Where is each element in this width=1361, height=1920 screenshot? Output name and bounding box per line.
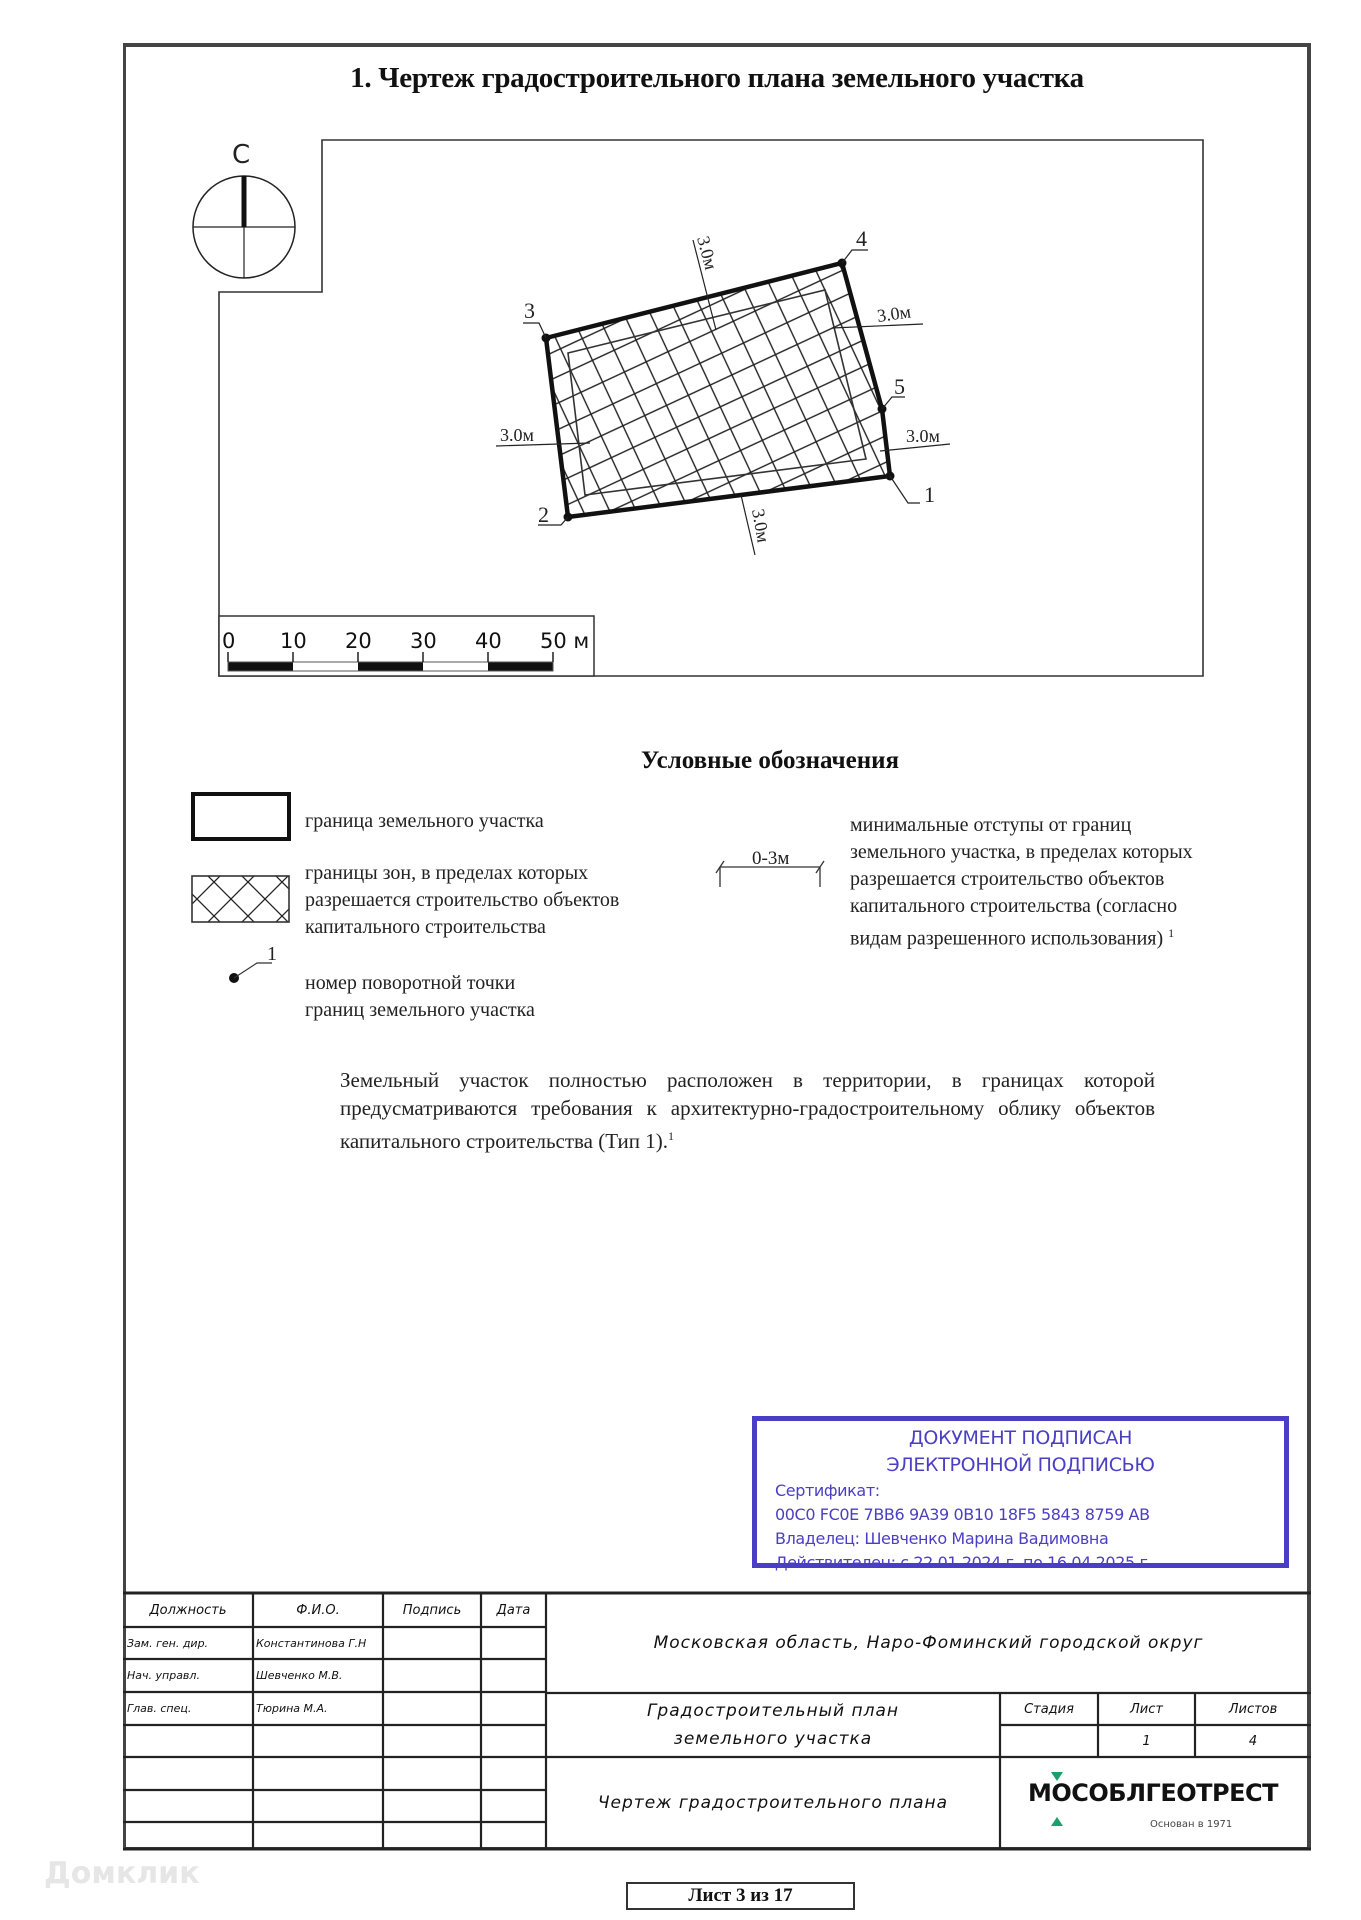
scale-tick-20: 20 (345, 629, 372, 653)
legend-item-parcel-boundary: граница земельного участка (305, 810, 544, 832)
setback-label-southeast: 3.0м (906, 426, 940, 446)
stage-label: Стадия (1024, 1701, 1074, 1717)
point-label-3: 3 (524, 298, 535, 323)
zone-note: Земельный участок полностью расположен в территории, в границах которой предусматриваются требования к архитектурно-градостроительному облику объектов капитального строительства (Тип 1).$^1$ (340, 1068, 1155, 1153)
legend-item-setbacks: минимальные отступы от границ земельного участка, в пределах которых разрешается строительство объектов капитального строительства (согласно видам разрешенного использования) $^1$ (850, 814, 1193, 950)
point-label-2: 2 (538, 502, 549, 527)
point-label-5: 5 (894, 374, 905, 399)
scale-tick-50: 50 м (540, 629, 590, 653)
scale-tick-10: 10 (280, 629, 307, 653)
location-text: Московская область, Наро-Фоминский городской округ (653, 1633, 1204, 1653)
document-name: Градостроительный план земельного участка (646, 1701, 900, 1749)
setback-label-west: 3.0м (500, 425, 534, 445)
parcel-boundary-symbol (193, 794, 289, 839)
hatch-zone-symbol (192, 876, 289, 922)
setback-label-east: 3.0м (875, 301, 913, 326)
setback-label-south: 3.0м (748, 507, 774, 545)
scale-tick-40: 40 (475, 629, 502, 653)
point-label-1: 1 (924, 482, 935, 507)
watermark-logo: Домклик (44, 1856, 200, 1891)
drawing-name: Чертеж градостроительного плана (597, 1793, 949, 1813)
row-3-position: Глав. спец. (127, 1702, 192, 1715)
setback-symbol (710, 850, 840, 900)
stage-value (1000, 1725, 1098, 1757)
row-1-name: Константинова Г.Н (256, 1636, 367, 1650)
svg-text:0-3м: 0-3м (752, 850, 790, 869)
company-logo (1000, 1757, 1310, 1848)
row-2-position: Нач. управл. (127, 1669, 200, 1682)
header-date: Дата (496, 1602, 531, 1618)
legend-title: Условные обозначения (640, 747, 900, 774)
row-1-position: Зам. ген. дир. (127, 1636, 209, 1650)
legend-item-turning-point: номер поворотной точки границ земельного участка (305, 972, 535, 1021)
company-founded: Основан в 1971 (1150, 1819, 1233, 1830)
page-counter: Лист 3 из 17 (626, 1882, 855, 1910)
sheet-value: 1 (1142, 1733, 1151, 1749)
e-signature-stamp: ДОКУМЕНТ ПОДПИСАН ЭЛЕКТРОННОЙ ПОДПИСЬЮ Сертификат: 00C0 FC0E 7BB6 9A39 0B10 18F5 5843 8759 AB Владелец: Шевченко Марина Вадимовна Действителен: с 22.01.2024 г. по 16.04.2025 г. (752, 1416, 1289, 1568)
sheets-label: Листов (1228, 1701, 1278, 1717)
point-label-4: 4 (856, 226, 867, 251)
scale-tick-30: 30 (410, 629, 437, 653)
svg-text:1: 1 (267, 943, 277, 965)
legend-item-build-zones: границы зон, в пределах которых разрешается строительство объектов капитального строительства (305, 862, 620, 938)
header-name: Ф.И.О. (296, 1602, 340, 1618)
site-plan-drawing (0, 0, 1361, 720)
page-title: 1. Чертеж градостроительного плана земельного участка (350, 62, 1084, 94)
north-label: С (232, 140, 251, 170)
sheet-label: Лист (1130, 1701, 1163, 1717)
scale-tick-0: 0 (222, 629, 236, 653)
row-3-name: Тюрина М.А. (256, 1702, 328, 1715)
sheets-value: 4 (1248, 1733, 1258, 1749)
header-signature: Подпись (402, 1602, 462, 1618)
row-2-name: Шевченко М.В. (256, 1669, 343, 1682)
header-position: Должность (149, 1602, 227, 1618)
north-arrow-icon (193, 176, 295, 278)
company-name: МОСОБЛГЕОТРЕСТ (1028, 1779, 1278, 1807)
setback-label-north: 3.0м (693, 233, 722, 272)
